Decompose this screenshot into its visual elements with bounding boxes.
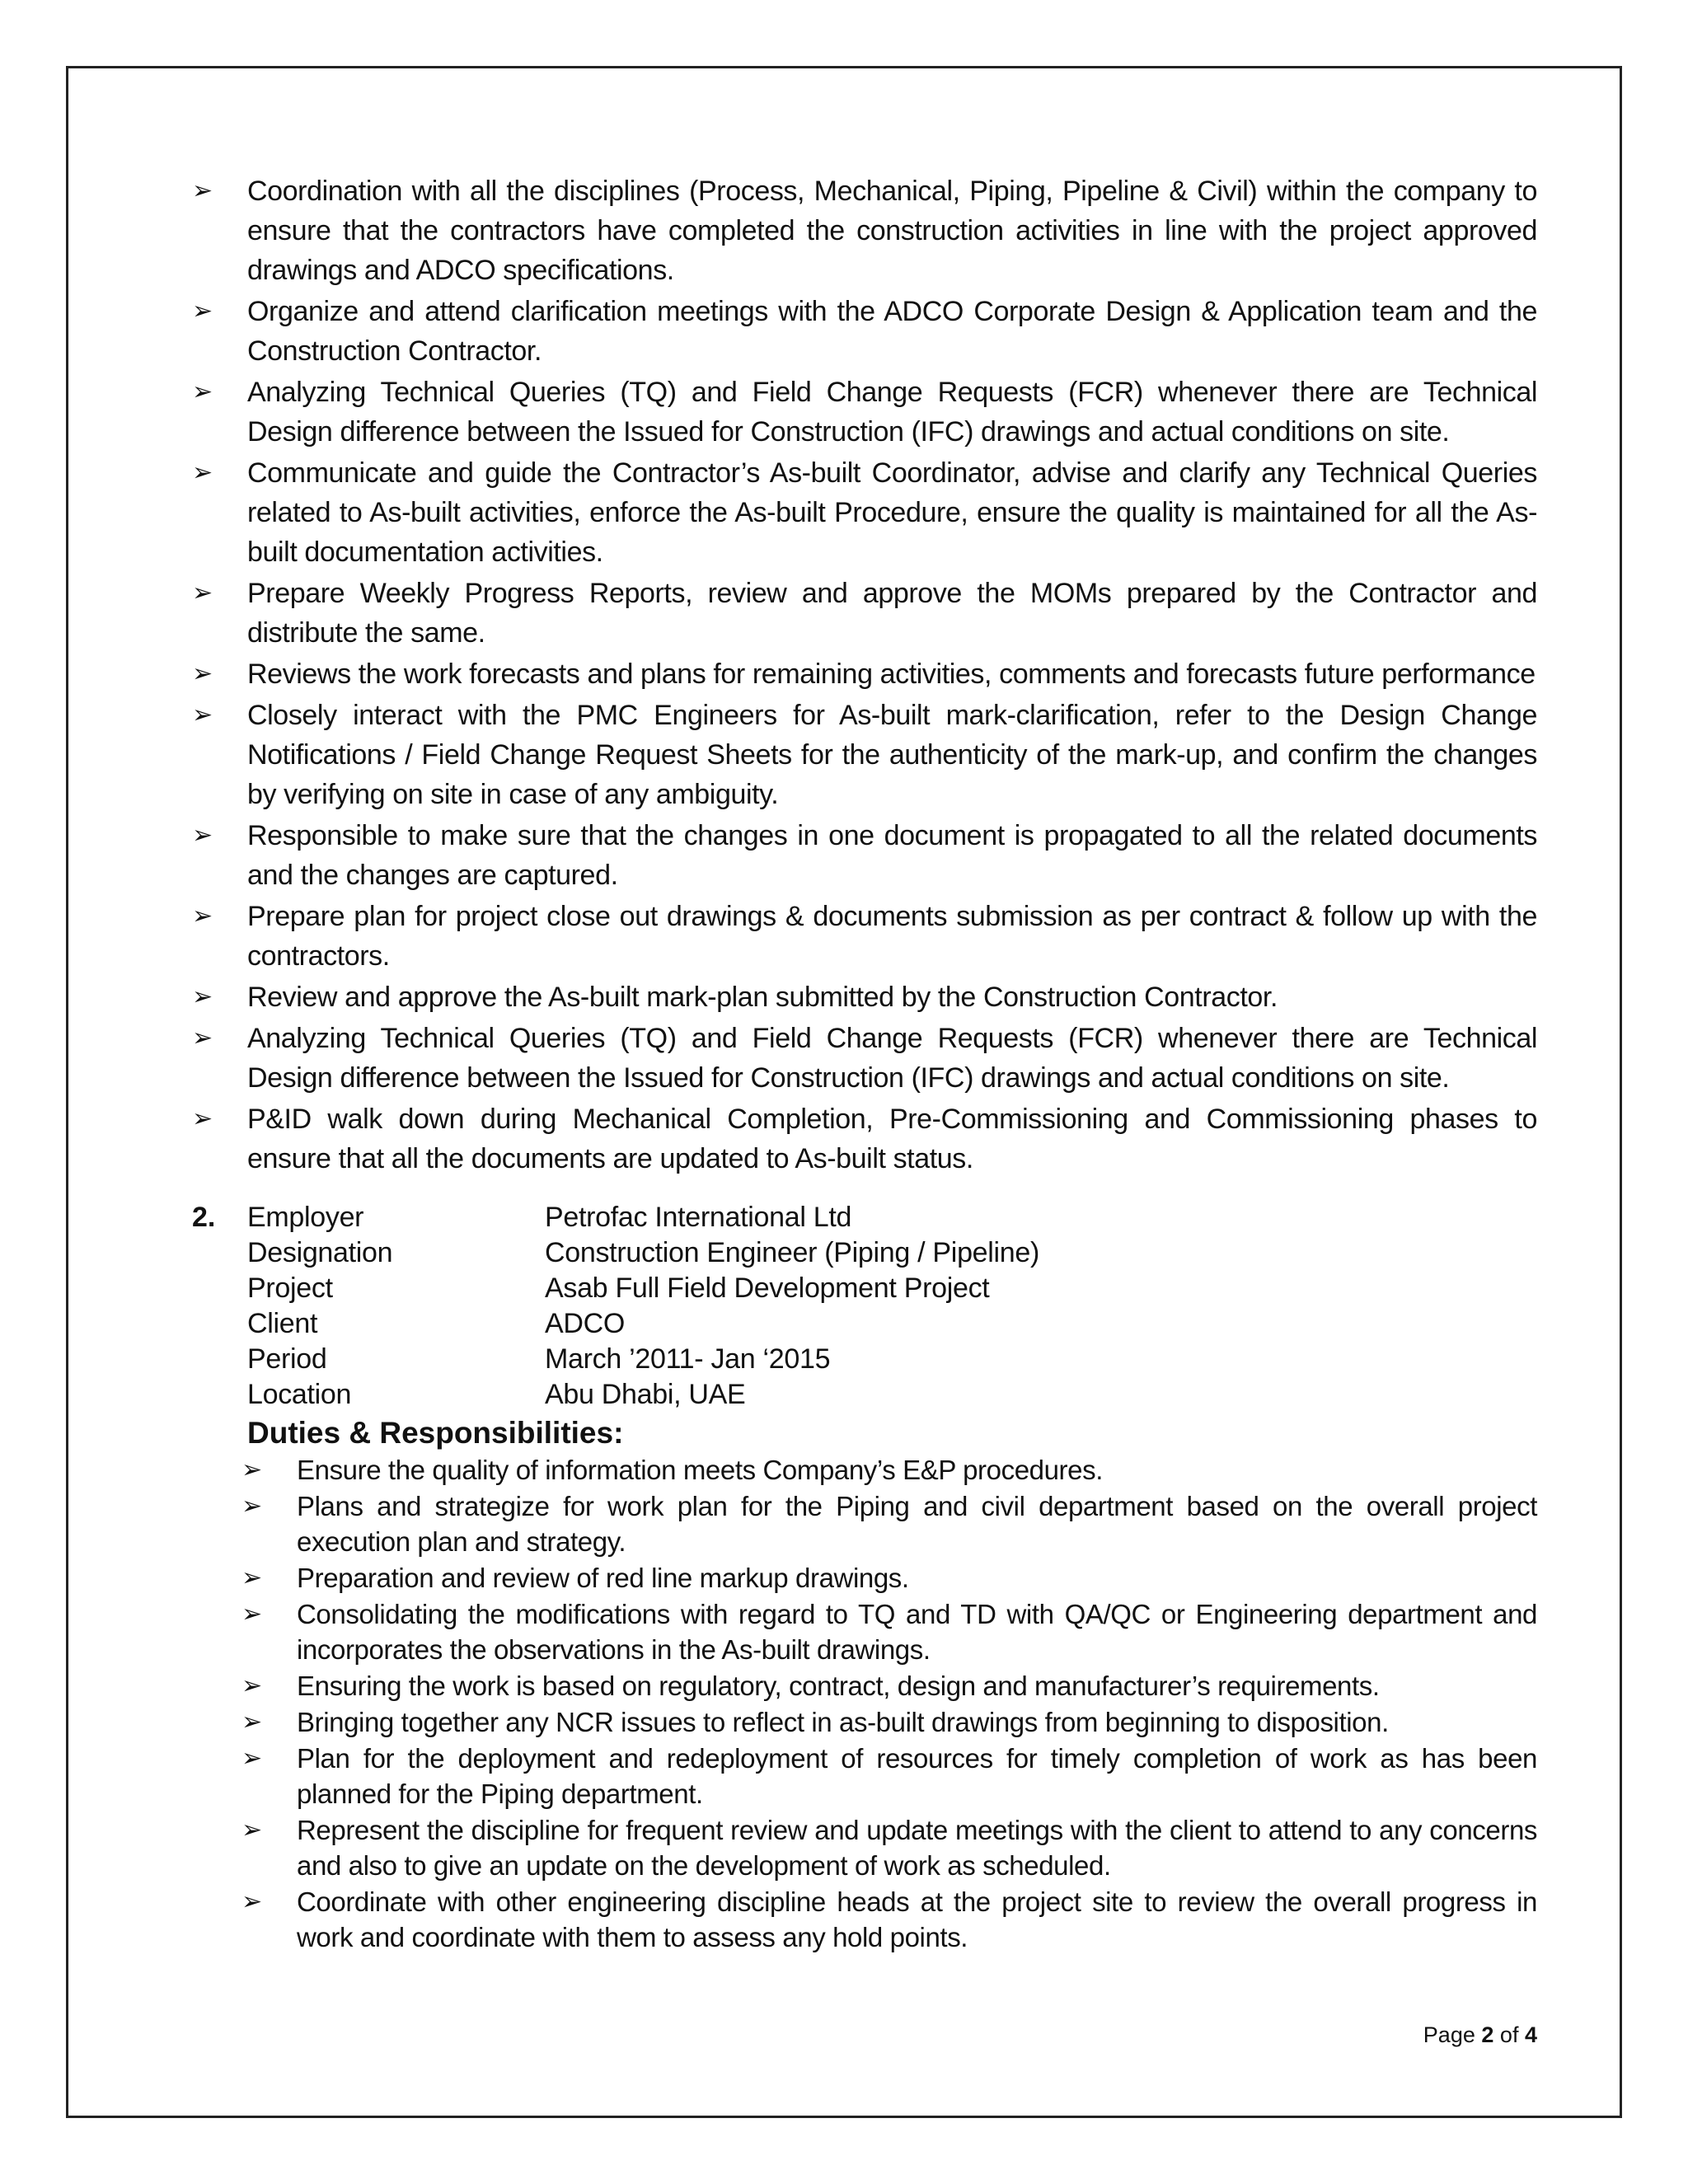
employer-section xyxy=(192,1200,1537,1955)
list-item xyxy=(192,1019,1537,1098)
list-item-text: Analyzing Technical Queries (TQ) and Field Change Requests (FCR) whenever there are Technical Design difference between the Issued for Construction (IFC) drawings and actual conditions on site. xyxy=(247,377,1537,448)
document-body xyxy=(192,171,1537,1956)
info-value: Abu Dhabi, UAE xyxy=(545,1379,746,1410)
arrow-bullet-icon: ➢ xyxy=(241,1672,262,1699)
page-number-footer xyxy=(1423,2022,1537,2048)
list-item-text: Prepare plan for project close out drawings & documents submission as per contract & follow up with the contractors. xyxy=(247,901,1537,972)
arrow-bullet-icon: ➢ xyxy=(192,378,213,405)
info-value: Asab Full Field Development Project xyxy=(545,1272,990,1304)
list-item xyxy=(192,292,1537,371)
list-item xyxy=(241,1884,1537,1955)
list-item xyxy=(241,1668,1537,1704)
arrow-bullet-icon: ➢ xyxy=(241,1493,262,1520)
list-item xyxy=(241,1596,1537,1667)
arrow-bullet-icon: ➢ xyxy=(192,902,213,930)
arrow-bullet-icon: ➢ xyxy=(192,177,213,204)
list-item xyxy=(192,574,1537,653)
list-item-text: Preparation and review of red line markup drawings. xyxy=(297,1563,909,1593)
list-item xyxy=(192,373,1537,452)
arrow-bullet-icon: ➢ xyxy=(241,1816,262,1844)
info-label: Employer xyxy=(247,1202,364,1233)
list-item xyxy=(241,1488,1537,1559)
info-row-location xyxy=(247,1377,1537,1413)
list-item xyxy=(192,171,1537,290)
list-item xyxy=(192,654,1537,694)
list-item xyxy=(192,897,1537,976)
info-value: March ’2011- Jan ‘2015 xyxy=(545,1343,831,1375)
info-row-period xyxy=(247,1342,1537,1377)
info-value: ADCO xyxy=(545,1308,626,1339)
list-item-text: Prepare Weekly Progress Reports, review and approve the MOMs prepared by the Contractor and distribute the same. xyxy=(247,578,1537,649)
arrow-bullet-icon: ➢ xyxy=(241,1601,262,1628)
arrow-bullet-icon: ➢ xyxy=(241,1708,262,1736)
list-item xyxy=(192,816,1537,895)
list-item-text: Communicate and guide the Contractor’s As-built Coordinator, advise and clarify any Technical Queries related to As-built activities, enforce the As-built Procedure, ensure the quality is maintained for all the As-built documentation activities. xyxy=(247,457,1537,568)
of-word: of xyxy=(1499,2022,1519,2047)
list-item-text: Coordination with all the disciplines (Process, Mechanical, Piping, Pipeline & Civil) within the company to ensure that the contractors have completed the construction activities in line with the project approved drawings and ADCO specifications. xyxy=(247,176,1537,286)
list-item-text: Plan for the deployment and redeployment of resources for timely completion of work as has been planned for the Piping department. xyxy=(297,1743,1537,1809)
list-item xyxy=(241,1704,1537,1740)
info-value: Petrofac International Ltd xyxy=(545,1202,852,1233)
list-item-text: Ensure the quality of information meets Company’s E&P procedures. xyxy=(297,1455,1103,1485)
list-item-text: Review and approve the As-built mark-plan submitted by the Construction Contractor. xyxy=(247,982,1278,1013)
list-item xyxy=(241,1560,1537,1596)
list-item xyxy=(192,453,1537,572)
list-item-text: Closely interact with the PMC Engineers for As-built mark-clarification, refer to the Design Change Notifications / Field Change Request Sheets for the authenticity of the mark-up, and confirm the changes by verifying on site in case of any ambiguity. xyxy=(247,700,1537,810)
list-item-text: Responsible to make sure that the changes in one document is propagated to all the related documents and the changes are captured. xyxy=(247,820,1537,891)
page-word: Page xyxy=(1423,2022,1475,2047)
arrow-bullet-icon: ➢ xyxy=(192,459,213,486)
info-label: Client xyxy=(247,1308,318,1339)
responsibilities-list xyxy=(192,171,1537,1179)
arrow-bullet-icon: ➢ xyxy=(192,701,213,729)
section-number: 2. xyxy=(192,1202,216,1233)
arrow-bullet-icon: ➢ xyxy=(241,1745,262,1772)
info-label: Location xyxy=(247,1379,352,1410)
info-row-client xyxy=(247,1306,1537,1342)
duties-list xyxy=(241,1452,1537,1955)
duties-heading: Duties & Responsibilities: xyxy=(247,1416,624,1450)
list-item xyxy=(192,696,1537,814)
list-item-text: Consolidating the modifications with regard to TQ and TD with QA/QC or Engineering department and incorporates the observations in the As-built drawings. xyxy=(297,1599,1537,1665)
total-pages: 4 xyxy=(1524,2022,1537,2047)
arrow-bullet-icon: ➢ xyxy=(241,1456,262,1483)
list-item-text: Represent the discipline for frequent review and update meetings with the client to attend to any concerns and also to give an update on the development of work as scheduled. xyxy=(297,1815,1537,1881)
info-row-employer xyxy=(247,1200,1537,1235)
list-item-text: P&ID walk down during Mechanical Completion, Pre-Commissioning and Commissioning phases to ensure that all the documents are updated to As-built status. xyxy=(247,1104,1537,1174)
arrow-bullet-icon: ➢ xyxy=(241,1888,262,1915)
list-item-text: Organize and attend clarification meetings with the ADCO Corporate Design & Application team and the Construction Contractor. xyxy=(247,296,1537,367)
info-label: Project xyxy=(247,1272,333,1304)
list-item xyxy=(241,1741,1537,1811)
info-value: Construction Engineer (Piping / Pipeline) xyxy=(545,1237,1040,1268)
info-row-designation xyxy=(247,1235,1537,1271)
list-item-text: Reviews the work forecasts and plans for remaining activities, comments and forecasts future performance xyxy=(247,658,1536,690)
arrow-bullet-icon: ➢ xyxy=(192,579,213,607)
arrow-bullet-icon: ➢ xyxy=(192,660,213,687)
info-label: Designation xyxy=(247,1237,393,1268)
list-item-text: Bringing together any NCR issues to reflect in as-built drawings from beginning to disposition. xyxy=(297,1707,1389,1737)
list-item-text: Plans and strategize for work plan for the Piping and civil department based on the overall project execution plan and strategy. xyxy=(297,1491,1537,1557)
arrow-bullet-icon: ➢ xyxy=(192,1105,213,1132)
list-item xyxy=(192,1099,1537,1179)
list-item-text: Ensuring the work is based on regulatory, contract, design and manufacturer’s requirements. xyxy=(297,1671,1380,1701)
info-row-project xyxy=(247,1271,1537,1306)
arrow-bullet-icon: ➢ xyxy=(192,1024,213,1052)
list-item xyxy=(192,977,1537,1017)
list-item-text: Analyzing Technical Queries (TQ) and Field Change Requests (FCR) whenever there are Technical Design difference between the Issued for Construction (IFC) drawings and actual conditions on site. xyxy=(247,1023,1537,1094)
info-label: Period xyxy=(247,1343,327,1375)
arrow-bullet-icon: ➢ xyxy=(192,298,213,325)
list-item-text: Coordinate with other engineering discipline heads at the project site to review the overall progress in work and coordinate with them to assess any hold points. xyxy=(297,1886,1537,1952)
arrow-bullet-icon: ➢ xyxy=(192,983,213,1010)
current-page: 2 xyxy=(1481,2022,1494,2047)
list-item xyxy=(241,1812,1537,1883)
arrow-bullet-icon: ➢ xyxy=(241,1564,262,1591)
arrow-bullet-icon: ➢ xyxy=(192,822,213,849)
list-item xyxy=(241,1452,1537,1488)
